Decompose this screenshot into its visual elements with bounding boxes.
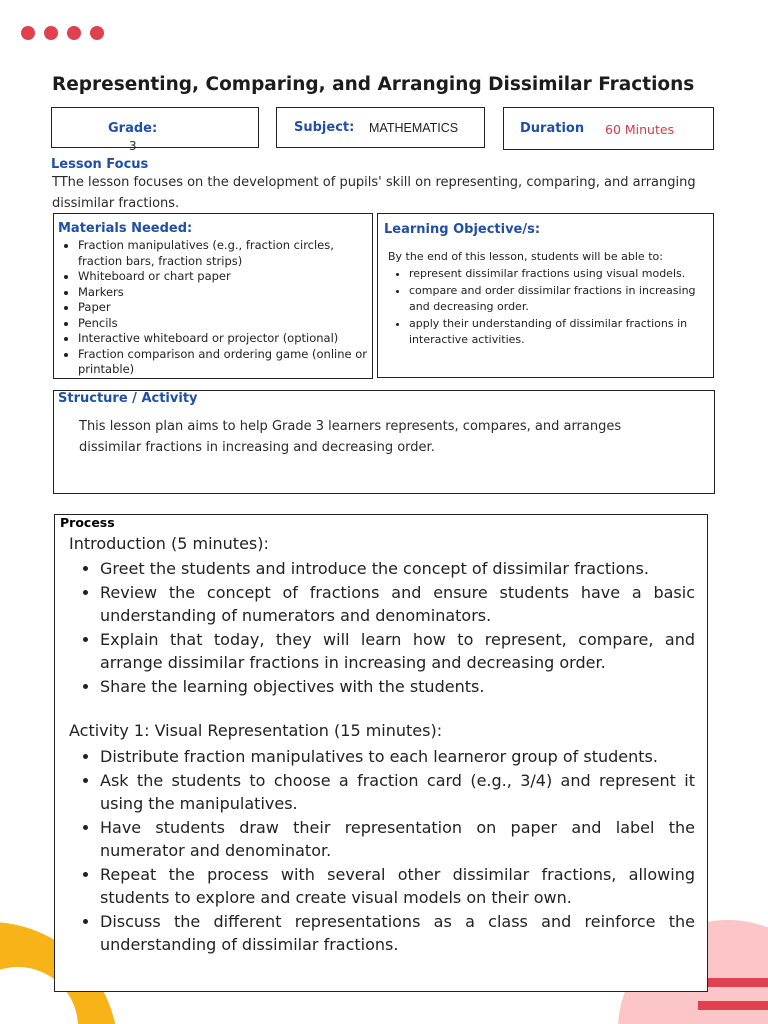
grade-value: 3 xyxy=(129,139,137,153)
decorative-red-bar-2 xyxy=(698,1001,768,1010)
structure-label: Structure / Activity xyxy=(58,391,198,406)
list-item: • Paper xyxy=(78,300,368,316)
list-item: • Fraction manipulatives (e.g., fraction circles, fraction bars, fraction strips) xyxy=(78,238,368,269)
list-item: • Share the learning objectives with the students. xyxy=(100,675,695,699)
list-item: • Markers xyxy=(78,285,368,301)
structure-text: This lesson plan aims to help Grade 3 learners represents, compares, and arranges dissimilar fractions in increasing and decreasing order. xyxy=(79,419,622,455)
list-item: • compare and order dissimilar fractions in increasing and decreasing order. xyxy=(409,283,717,316)
introduction-list xyxy=(100,557,695,698)
lesson-focus-text: TThe lesson focuses on the development of pupils' skill on representing, comparing, and arranging dissimilar fractions. xyxy=(52,175,696,211)
process-label: Process xyxy=(60,515,115,530)
subject-value: MATHEMATICS xyxy=(369,121,459,135)
duration-box xyxy=(503,107,714,150)
list-item: • Ask the students to choose a fraction card (e.g., 3/4) and represent it using the manipulatives. xyxy=(100,769,695,816)
activity-list xyxy=(100,745,695,957)
objectives-intro: By the end of this lesson, students will be able to: xyxy=(388,250,663,263)
list-item: • represent dissimilar fractions using visual models. xyxy=(409,266,717,283)
dot-3 xyxy=(67,26,81,40)
subject-label: Subject: xyxy=(294,120,355,135)
activity-heading: Activity 1: Visual Representation (15 minutes): xyxy=(69,721,443,740)
decorative-dots xyxy=(21,26,104,40)
list-item: • Distribute fraction manipulatives to each learneror group of students. xyxy=(100,745,695,769)
structure-activity-box xyxy=(53,390,715,494)
dot-2 xyxy=(44,26,58,40)
materials-label: Materials Needed: xyxy=(58,221,193,236)
subject-box xyxy=(276,107,485,148)
lesson-focus-label: Lesson Focus xyxy=(51,157,149,172)
introduction-heading: Introduction (5 minutes): xyxy=(69,534,269,553)
list-item: • Have students draw their representation on paper and label the numerator and denominator. xyxy=(100,816,695,863)
dot-1 xyxy=(21,26,35,40)
process-box xyxy=(54,514,708,992)
list-item: • Repeat the process with several other dissimilar fractions, allowing students to explore and create visual models on their own. xyxy=(100,863,695,910)
grade-label: Grade: xyxy=(108,121,158,136)
list-item: • Interactive whiteboard or projector (optional) xyxy=(78,331,368,347)
list-item: • Greet the students and introduce the concept of dissimilar fractions. xyxy=(100,557,695,581)
materials-box xyxy=(53,213,373,379)
duration-value: 60 Minutes xyxy=(605,122,675,137)
list-item: • Discuss the different representations as a class and reinforce the understanding of dissimilar fractions. xyxy=(100,910,695,957)
list-item: • apply their understanding of dissimilar fractions in interactive activities. xyxy=(409,316,717,349)
list-item: • Explain that today, they will learn how to represent, compare, and arrange dissimilar fractions in increasing and decreasing order. xyxy=(100,628,695,675)
grade-box xyxy=(51,107,259,153)
duration-label: Duration xyxy=(520,121,585,136)
list-item: • Fraction comparison and ordering game (online or printable) xyxy=(78,347,368,378)
page-title: Representing, Comparing, and Arranging Dissimilar Fractions xyxy=(52,74,695,95)
decorative-red-bar-1 xyxy=(698,978,768,987)
list-item: • Whiteboard or chart paper xyxy=(78,269,368,285)
learning-objectives-box xyxy=(377,213,714,378)
dot-4 xyxy=(90,26,104,40)
objectives-label: Learning Objective/s: xyxy=(384,222,541,237)
list-item: • Pencils xyxy=(78,316,368,332)
list-item: • Review the concept of fractions and ensure students have a basic understanding of numerators and denominators. xyxy=(100,581,695,628)
materials-list xyxy=(78,238,368,378)
objectives-list xyxy=(409,266,717,349)
